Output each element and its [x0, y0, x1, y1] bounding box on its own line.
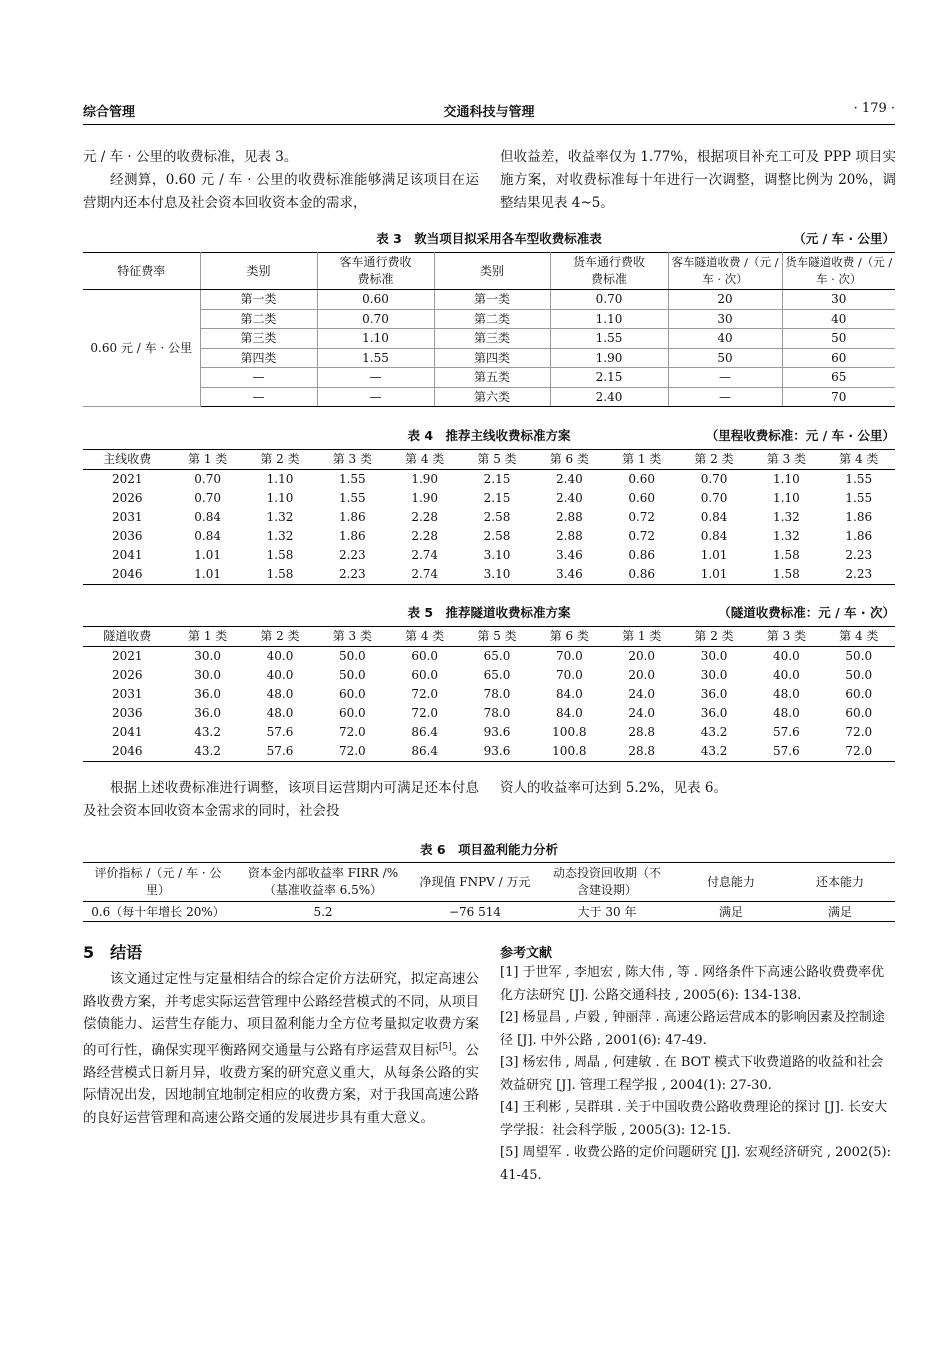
table5-header-cell: 第 2 类: [678, 627, 750, 647]
table-cell: 2.40: [556, 491, 583, 505]
table-cell: 72.0: [411, 687, 439, 701]
table3-header-cell: 类别: [200, 253, 317, 290]
table-row: [83, 368, 895, 388]
table-cell: 2021: [111, 472, 143, 486]
table-cell: 72.0: [338, 725, 366, 739]
table-cell: 2026: [111, 668, 143, 682]
table-cell: 2.15: [483, 472, 511, 486]
table3: [83, 252, 895, 407]
table-cell: 30: [782, 290, 895, 310]
table3-header-cell: 客车隧道收费 /（元 / 车 · 次）: [668, 253, 782, 290]
table-cell: 2.28: [411, 510, 439, 524]
table-cell: 24.0: [628, 687, 656, 701]
page-number: · 179 ·: [853, 101, 895, 116]
table-cell: 2021: [111, 649, 143, 663]
table-cell: 第三类: [200, 329, 317, 349]
table6-header-cell: 资本金内部收益率 FIRR /%（基准收益率 6.5%）: [233, 863, 413, 902]
table5-header-cell: 第 1 类: [606, 627, 678, 647]
table-cell: 2.88: [556, 510, 583, 524]
table6-header-cell: 动态投资回收期（不含建设期）: [537, 863, 677, 902]
table4-header-cell: 第 2 类: [678, 450, 750, 470]
table-cell: 2.40: [550, 387, 668, 407]
table-cell: 3.10: [483, 548, 511, 562]
table-cell: 84.0: [556, 687, 583, 701]
table-row: [83, 508, 895, 527]
intro-line: 元 / 车 · 公里的收费标准，见表 3。: [83, 149, 298, 165]
table-cell: 2.74: [411, 548, 439, 562]
table-cell: 1.10: [550, 309, 668, 329]
mid-left-column: [83, 777, 479, 823]
table-cell: 2.23: [338, 548, 366, 562]
table-cell: 65.0: [483, 668, 511, 682]
table5-header-cell: 隧道收费: [83, 627, 171, 647]
table-cell: 第二类: [434, 309, 550, 329]
table-cell: 1.58: [244, 565, 316, 585]
table-cell: 1.90: [550, 348, 668, 368]
table3-title: 表 3 敦当项目拟采用各车型收费标准表: [376, 231, 602, 246]
table5-header-cell: 第 3 类: [750, 627, 822, 647]
table4-header-cell: 第 4 类: [389, 450, 461, 470]
table-cell: 1.55: [550, 329, 668, 349]
table-cell: 50: [782, 329, 895, 349]
table-row: [83, 527, 895, 546]
table-cell: 2046: [83, 742, 171, 762]
table-cell: 43.2: [171, 742, 243, 762]
table-cell: 3.46: [533, 565, 605, 585]
running-header: [83, 98, 895, 125]
table-cell: 1.10: [266, 472, 294, 486]
table-cell: 第二类: [200, 309, 317, 329]
table-cell: 40.0: [266, 668, 294, 682]
table-cell: 50.0: [845, 668, 873, 682]
table-cell: 100.8: [552, 725, 587, 739]
table3-header-cell: 货车通行费收费标准: [550, 253, 668, 290]
table5-header-cell: 第 1 类: [171, 627, 243, 647]
table5-title: 表 5 推荐隧道收费标准方案: [407, 605, 571, 620]
conclusion-text: 该文通过定性与定量相结合的综合定价方法研究，拟定高速公路收费方案，并考虑实际运营管理中公路经营模式的不同，从项目偿债能力、运营生存能力、项目盈利能力全方位考量拟定收费方案的可行性，确保实现平衡路网交通量与公路有序运营双目标: [83, 971, 479, 1059]
table-cell: 1.32: [266, 510, 294, 524]
table-row: [83, 704, 895, 723]
table-row: [83, 565, 895, 585]
table4-unit: （里程收费标准：元 / 车 · 公里）: [705, 428, 895, 443]
table3-header-cell: 货车隧道收费 /（元 / 车 · 次）: [782, 253, 895, 290]
table-cell: —: [668, 387, 782, 407]
table-cell: 86.4: [411, 725, 439, 739]
table-cell: 43.2: [194, 725, 221, 739]
table-cell: 2031: [111, 510, 143, 524]
citation: [5]: [438, 1041, 452, 1052]
table3-caption: [83, 229, 895, 249]
table-row: [83, 329, 895, 349]
table-cell: 1.58: [266, 548, 294, 562]
table-cell: 28.8: [628, 725, 656, 739]
table-cell: 第三类: [434, 329, 550, 349]
table-cell: 1.01: [700, 548, 728, 562]
table-cell: 第四类: [434, 348, 550, 368]
table-cell: 36.0: [194, 706, 221, 720]
table-cell: 2.88: [556, 529, 583, 543]
references-list: [500, 962, 896, 1187]
table-cell: 60.0: [845, 706, 873, 720]
table-cell: 2.23: [316, 565, 388, 585]
table-cell: —: [200, 387, 317, 407]
table6-header-cell: 净现值 FNPV / 万元: [413, 863, 537, 902]
table4-header-cell: 第 5 类: [461, 450, 533, 470]
table-cell: 0.70: [700, 491, 728, 505]
table4-header-cell: 第 1 类: [171, 450, 243, 470]
intro-paragraph: 经测算，0.60 元 / 车 · 公里的收费标准能够满足该项目在运营期内还本付息及社会资本回收资本金的需求，: [83, 172, 479, 211]
reference-item: [5] 周望军 . 收费公路的定价问题研究 [J]. 宏观经济研究 , 2002(5): 41-45.: [500, 1145, 891, 1183]
table-cell: 60.0: [411, 668, 439, 682]
table5-header-row: [83, 627, 895, 647]
table-cell: 2026: [111, 491, 143, 505]
table-cell: 57.6: [773, 725, 800, 739]
table-cell: 43.2: [700, 725, 728, 739]
table-cell: 48.0: [266, 706, 294, 720]
table-cell: 1.55: [845, 491, 873, 505]
table-cell: 1.90: [411, 491, 439, 505]
table-cell: −76 514: [413, 902, 537, 922]
conclusion-column: [83, 968, 479, 1130]
table4-header-cell: 第 3 类: [750, 450, 822, 470]
table-row: [83, 647, 895, 667]
table-cell: 1.32: [773, 510, 800, 524]
table-cell: 第一类: [434, 290, 550, 310]
table-row: [83, 309, 895, 329]
table-cell: 第五类: [434, 368, 550, 388]
table-row: [83, 902, 895, 922]
references-heading: 参考文献: [500, 946, 553, 961]
table-cell: 20.0: [628, 668, 656, 682]
table-row: [83, 546, 895, 565]
table-cell: 1.55: [338, 491, 366, 505]
table-cell: 48.0: [266, 687, 294, 701]
table-cell: 70.0: [556, 668, 583, 682]
table-cell: 5.2: [233, 902, 413, 922]
table-cell: 2.58: [483, 510, 511, 524]
table5-header-cell: 第 3 类: [316, 627, 388, 647]
table-cell: 86.4: [389, 742, 461, 762]
table-cell: 第六类: [434, 387, 550, 407]
table-cell: 48.0: [773, 706, 800, 720]
table-cell: 57.6: [266, 725, 294, 739]
table-cell: 2.28: [411, 529, 439, 543]
table-cell: 1.10: [266, 491, 294, 505]
intro-left-column: [83, 146, 479, 215]
table3-header-cell: 客车通行费收费标准: [317, 253, 434, 290]
table-cell: 0.6（每十年增长 20%）: [83, 902, 233, 922]
table-cell: 48.0: [773, 687, 800, 701]
table-cell: 0.70: [550, 290, 668, 310]
table-cell: 50.0: [845, 649, 873, 663]
table-cell: 1.55: [338, 472, 366, 486]
table3-header-cell: 类别: [434, 253, 550, 290]
table-cell: 36.0: [700, 706, 728, 720]
table-cell: 2046: [83, 565, 171, 585]
table-cell: 78.0: [483, 706, 511, 720]
table5-header-cell: 第 6 类: [533, 627, 605, 647]
table5: [83, 626, 895, 762]
table-cell: 93.6: [483, 725, 511, 739]
table-cell: 36.0: [194, 687, 221, 701]
table-cell: 1.10: [773, 491, 800, 505]
table4-header-cell: 第 1 类: [606, 450, 678, 470]
table-cell: 50.0: [338, 649, 366, 663]
table-cell: 1.55: [317, 348, 434, 368]
table-cell: 30.0: [700, 649, 728, 663]
table-cell: 1.32: [773, 529, 800, 543]
table6-header-cell: 还本能力: [785, 863, 895, 902]
table-row: [83, 685, 895, 704]
table5-unit: （隧道收费标准：元 / 车 · 次）: [718, 605, 895, 620]
table-cell: 0.84: [700, 529, 728, 543]
table-cell: 0.60: [628, 491, 656, 505]
table6-header-cell: 付息能力: [677, 863, 785, 902]
table-cell: 0.70: [194, 491, 221, 505]
table4-header-cell: 第 6 类: [533, 450, 605, 470]
table-cell: —: [317, 387, 434, 407]
mid-right-column: [500, 777, 896, 800]
table-cell: 0.60: [317, 290, 434, 310]
table3-unit: （元 / 车 · 公里）: [793, 231, 895, 246]
table6-header-row: [83, 863, 895, 902]
table3-header-row: [83, 253, 895, 290]
table-row: [83, 387, 895, 407]
table-cell: 1.01: [678, 565, 750, 585]
mid-right-paragraph: 资人的收益率可达到 5.2%，见表 6。: [500, 780, 727, 796]
table5-caption: [83, 603, 895, 623]
table-cell: 0.86: [606, 565, 678, 585]
table-cell: 1.01: [194, 548, 221, 562]
table4-header-cell: 第 3 类: [316, 450, 388, 470]
table-cell: 1.10: [317, 329, 434, 349]
table-cell: 30.0: [194, 668, 221, 682]
table-cell: 3.46: [556, 548, 583, 562]
table-cell: 60.0: [411, 649, 439, 663]
table-cell: 1.32: [266, 529, 294, 543]
table-cell: 2.58: [483, 529, 511, 543]
table-cell: 40: [782, 309, 895, 329]
table-row: [83, 290, 895, 310]
table-row: [83, 723, 895, 742]
mid-paragraph: 根据上述收费标准进行调整，该项目运营期内可满足还本付息及社会资本回收资本金需求的同时，社会投: [83, 780, 479, 819]
table-cell: 0.86: [628, 548, 656, 562]
table-row: [83, 470, 895, 490]
table-cell: 60.0: [845, 687, 873, 701]
table4-header-row: [83, 450, 895, 470]
table-cell: 第一类: [200, 290, 317, 310]
table6: [83, 862, 895, 922]
table-cell: —: [200, 368, 317, 388]
table4: [83, 449, 895, 585]
table-row: [83, 348, 895, 368]
table-cell: 2.15: [483, 491, 511, 505]
table-cell: 93.6: [461, 742, 533, 762]
table-cell: 0.70: [317, 309, 434, 329]
table-cell: 40.0: [266, 649, 294, 663]
table4-caption: [83, 426, 895, 446]
table-row: [83, 489, 895, 508]
table-cell: 0.60: [628, 472, 656, 486]
table-cell: 2036: [111, 529, 143, 543]
table-cell: 1.01: [171, 565, 243, 585]
table-cell: 30.0: [700, 668, 728, 682]
table-cell: 2.40: [556, 472, 583, 486]
table-cell: 72.0: [823, 742, 895, 762]
table-cell: 第四类: [200, 348, 317, 368]
table5-header-cell: 第 4 类: [823, 627, 895, 647]
reference-item: [1] 于世军 , 李旭宏 , 陈大伟 , 等 . 网络条件下高速公路收费费率优化方法研究 [J]. 公路交通科技 , 2005(6): 134-138.: [500, 965, 885, 1003]
table-cell: 1.90: [411, 472, 439, 486]
table-cell: 1.86: [338, 529, 366, 543]
table-cell: 1.86: [845, 529, 873, 543]
intro-right-column: [500, 146, 896, 215]
table-cell: 40.0: [773, 649, 800, 663]
table-cell: 3.10: [461, 565, 533, 585]
table-cell: 1.86: [845, 510, 873, 524]
table-cell: 1.58: [773, 548, 800, 562]
table-cell: 84.0: [556, 706, 583, 720]
table-cell: 2041: [111, 725, 143, 739]
table-cell: 72.0: [845, 725, 873, 739]
table-cell: 2.23: [845, 548, 873, 562]
table-cell: 2031: [111, 687, 143, 701]
table5-header-cell: 第 2 类: [244, 627, 316, 647]
section-heading: 5 结语: [83, 943, 143, 962]
table-cell: 1.58: [750, 565, 822, 585]
table6-caption: [83, 840, 895, 860]
header-section: 综合管理: [83, 105, 136, 120]
reference-item: [3] 杨宏伟 , 周晶 , 何建敏 . 在 BOT 模式下收费道路的收益和社会效益研究 [J]. 管理工程学报 , 2004(1): 27-30.: [500, 1055, 884, 1093]
table-cell: 70: [782, 387, 895, 407]
table-cell: 0.72: [628, 529, 656, 543]
table-cell: 65.0: [483, 649, 511, 663]
table-cell: 100.8: [533, 742, 605, 762]
table-cell: 72.0: [411, 706, 439, 720]
table4-header-cell: 第 2 类: [244, 450, 316, 470]
table-cell: 20.0: [628, 649, 656, 663]
table-cell: 30: [668, 309, 782, 329]
table-cell: 0.72: [628, 510, 656, 524]
table-cell: 50: [668, 348, 782, 368]
table6-title: 表 6 项目盈利能力分析: [419, 842, 559, 857]
conclusion-paragraph: [83, 968, 479, 1130]
table-cell: 20: [668, 290, 782, 310]
table-cell: 2.15: [550, 368, 668, 388]
table-row: [83, 666, 895, 685]
table5-header-cell: 第 5 类: [461, 627, 533, 647]
table-cell: —: [317, 368, 434, 388]
table-cell: 30.0: [194, 649, 221, 663]
table-cell: 2041: [111, 548, 143, 562]
table-cell: 70.0: [556, 649, 583, 663]
table-cell: 57.6: [244, 742, 316, 762]
table-cell: 40.0: [773, 668, 800, 682]
table-row: [83, 742, 895, 762]
table-cell: 1.86: [338, 510, 366, 524]
table-cell: 60.0: [338, 706, 366, 720]
header-journal: 交通科技与管理: [443, 105, 535, 120]
table5-header-cell: 第 4 类: [389, 627, 461, 647]
table3-header-cell: 特征费率: [83, 253, 200, 290]
reference-item: [2] 杨显昌 , 卢毅 , 钟丽萍 . 高速公路运营成本的影响因素及控制途径 [J]. 中外公路 , 2001(6): 47-49.: [500, 1010, 885, 1048]
table-cell: 0.84: [194, 510, 221, 524]
table-cell: 1.10: [773, 472, 800, 486]
table4-header-cell: 第 4 类: [823, 450, 895, 470]
table4-header-cell: 主线收费: [83, 450, 171, 470]
reference-item: [4] 王利彬 , 吴群琪 . 关于中国收费公路收费理论的探讨 [J]. 长安大学学报：社会科学版 , 2005(3): 12-15.: [500, 1100, 888, 1138]
conclusion-text-tail: 。公路经营模式日新月异，收费方案的研究意义重大，从每条公路的实际情况出发，因地制宜地制定相应的收费方案，对于我国高速公路的良好运营管理和高速公路交通的发展进步具有重大意义。: [83, 1042, 479, 1127]
table-cell: 0.84: [700, 510, 728, 524]
table-cell: 65: [782, 368, 895, 388]
table-cell: 72.0: [316, 742, 388, 762]
table-cell: 24.0: [628, 706, 656, 720]
table6-header-cell: 评价指标 /（元 / 车 · 公里）: [83, 863, 233, 902]
table-cell: 60: [782, 348, 895, 368]
table-cell: —: [668, 368, 782, 388]
table-cell: 2036: [111, 706, 143, 720]
table-cell: 60.0: [338, 687, 366, 701]
table-cell: 0.70: [700, 472, 728, 486]
table-cell: 2.74: [389, 565, 461, 585]
table-cell: 36.0: [700, 687, 728, 701]
table-cell: 2.23: [823, 565, 895, 585]
table-cell: 43.2: [678, 742, 750, 762]
table-cell: 0.84: [194, 529, 221, 543]
table-cell: 40: [668, 329, 782, 349]
intro-right-paragraph: 但收益差，收益率仅为 1.77%，根据项目补充工可及 PPP 项目实施方案，对收费标准每十年进行一次调整，调整比例为 20%，调整结果见表 4~5。: [500, 149, 896, 211]
table-cell: 57.6: [750, 742, 822, 762]
table3-rate-cell: 0.60 元 / 车 · 公里: [83, 290, 200, 407]
table-cell: 78.0: [483, 687, 511, 701]
table-cell: 0.70: [194, 472, 221, 486]
table-cell: 28.8: [606, 742, 678, 762]
table-cell: 满足: [677, 902, 785, 922]
table-cell: 50.0: [338, 668, 366, 682]
table4-title: 表 4 推荐主线收费标准方案: [407, 428, 571, 443]
table-cell: 大于 30 年: [537, 902, 677, 922]
table-cell: 1.55: [845, 472, 873, 486]
table-cell: 满足: [785, 902, 895, 922]
